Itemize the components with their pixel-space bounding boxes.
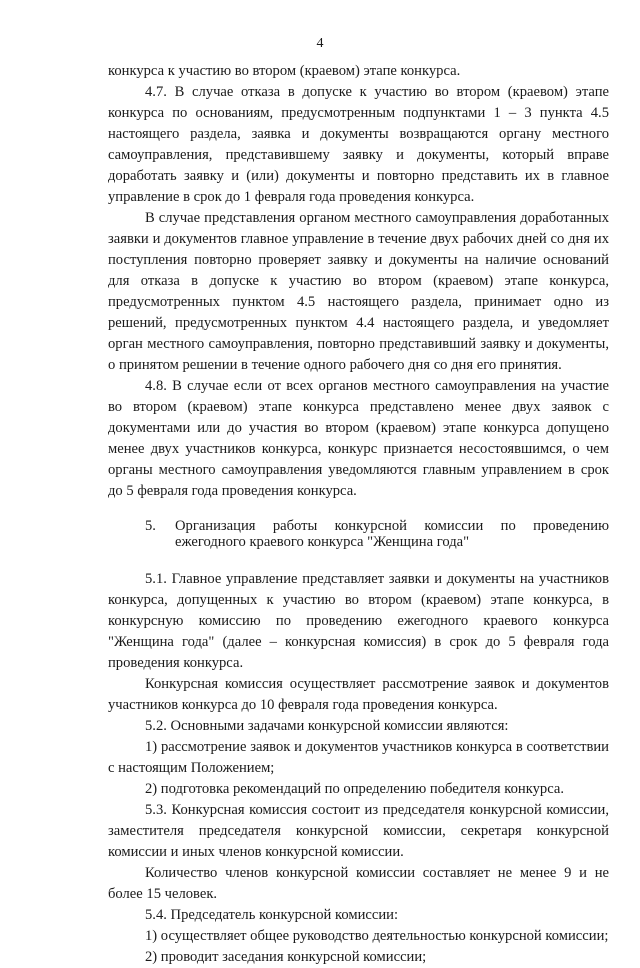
document-body — [108, 61, 609, 968]
paragraph: 5.1. Главное управление представляет заявки и документы на участников конкурса, допущенных к участию во втором (краевом) этапе конкурса, в конкурсную комиссию по проведению ежегодного краевого конкурса "Женщина года" (далее – конкурсная комиссия) в срок до 5 февраля года проведения конкурса. — [108, 571, 609, 671]
paragraph: 4.8. В случае если от всех органов местного самоуправления на участие во втором (краевом) этапе конкурса представлено менее двух заявок с документами или до участия во втором (краевом) этапе конкурса допущено менее двух участников конкурса, конкурс признается несостоявшимся, о чем органы местного самоуправления уведомляются главным управлением в срок до 5 февраля года проведения конкурса. — [108, 378, 609, 499]
page-number: 4 — [316, 36, 324, 51]
list-item: 2) проводит заседания конкурсной комиссии; — [145, 949, 427, 965]
section-number: 5. — [145, 518, 156, 534]
paragraph: В случае представления органом местного самоуправления доработанных заявки и документов главное управление в течение двух рабочих дней со дня их поступления повторно проверяет заявку и документы на наличие оснований для отказа в допуске к участию во втором (краевом) этапе конкурса, предусмотренных пунктом 4.5 настоящего раздела, принимает одно из решений, предусмотренных пунктом 4.4 настоящего раздела, и уведомляет орган местного самоуправления, повторно представивший заявку и документы, о принятом решении в течение одного рабочего дня со дня его принятия. — [108, 210, 609, 373]
section-title-line-1: Организация работы конкурсной комиссии по проведению — [175, 518, 609, 534]
paragraph: конкурса к участию во втором (краевом) этапе конкурса. — [108, 63, 461, 79]
paragraph: 5.4. Председатель конкурсной комиссии: — [145, 907, 399, 923]
paragraph: Количество членов конкурсной комиссии составляет не менее 9 и не более 15 человек. — [108, 865, 609, 902]
list-item: 1) осуществляет общее руководство деятельностью конкурсной комиссии; — [145, 928, 609, 944]
section-heading — [145, 519, 609, 550]
paragraph: 4.7. В случае отказа в допуске к участию во втором (краевом) этапе конкурса по основаниям, предусмотренным подпунктами 1 – 3 пункта 4.5 настоящего раздела, заявка и документы возвращаются органу местного самоуправления, представившему заявку и документы, который вправе доработать заявку и (или) документы и повторно представить их в главное управление в срок до 1 февраля года проведения конкурса. — [108, 84, 609, 205]
paragraph: 5.2. Основными задачами конкурсной комиссии являются: — [145, 718, 509, 734]
list-item: 1) рассмотрение заявок и документов участников конкурса в соответствии с настоящим Положением; — [108, 739, 609, 776]
section-title-line-2: ежегодного краевого конкурса "Женщина года" — [175, 533, 470, 550]
list-item: 2) подготовка рекомендаций по определению победителя конкурса. — [145, 781, 565, 797]
paragraph: Конкурсная комиссия осуществляет рассмотрение заявок и документов участников конкурса до 10 февраля года проведения конкурса. — [108, 676, 609, 713]
paragraph: 5.3. Конкурсная комиссия состоит из председателя конкурсной комиссии, заместителя председателя конкурсной комиссии, секретаря конкурсной комиссии и иных членов конкурсной комиссии. — [108, 802, 609, 860]
